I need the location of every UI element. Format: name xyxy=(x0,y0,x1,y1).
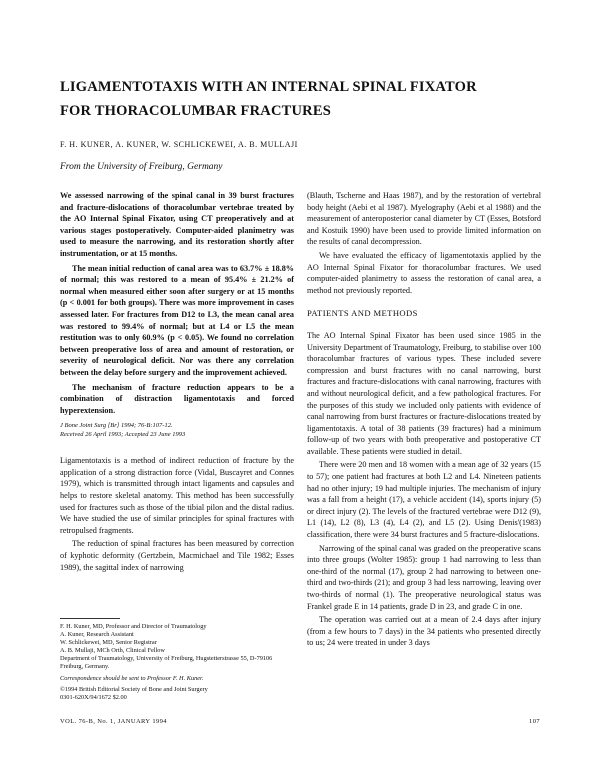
introduction xyxy=(60,455,294,573)
page-footer xyxy=(60,718,540,725)
right-column xyxy=(307,190,541,651)
body-paragraph: Narrowing of the spinal canal was graded on the preoperative scans into three groups (Wolter 1985): group 1 had narrowing to less than one-third of the normal (17), group 2 had narrowing to between one-third and two-thirds (21); and group 3 had less narrowing, leaving over two-thirds of normal (1). The preoperative neurological status was Frankel grade E in 14 patients, grade D in 23, and grade C in one. xyxy=(307,543,541,611)
author-detail: F. H. Kuner, MD, Professor and Director of Traumatology xyxy=(60,623,207,630)
footnote-rule xyxy=(60,618,120,619)
citation-reference: J Bone Joint Surg [Br] 1994; 76-B:107-12. xyxy=(60,422,173,430)
abstract-paragraph: The mechanism of fracture reduction appears to be a combination of distraction ligamentotaxis and forced hyperextension. xyxy=(60,382,294,415)
left-column xyxy=(60,190,294,575)
article-title xyxy=(60,75,540,123)
copyright-line: ©1994 British Editorial Society of Bone and Joint Surgery xyxy=(60,685,208,693)
title-line-2: FOR THORACOLUMBAR FRACTURES xyxy=(60,103,331,119)
abstract-paragraph: The mean initial reduction of canal area was to 63.7% ± 18.8% of normal; this was restored to a mean of 95.4% ± 21.2% of normal when measured either soon after surgery or at 15 months (p < 0.001 for both groups). There was more improvement in cases assessed later. For fractures from D12 to L3, the mean canal area was restored to 99.4% of normal; but at L4 or L5 the mean restitution was to only 60.9% (p < 0.05). We found no correlation between preoperative loss of area and amount of restoration, or severity of neurological deficit. Nor was there any correlation between the delay before surgery and the improvement achieved. xyxy=(60,263,294,377)
journal-volume: VOL. 76-B, No. 1, JANUARY 1994 xyxy=(60,718,167,725)
methods-section xyxy=(307,330,541,649)
body-paragraph: The reduction of spinal fractures has been measured by correction of kyphotic deformity (Gertzbein, Macmichael and Tile 1982; Esses 1989), the sagittal index of narrowing xyxy=(60,539,294,572)
author-detail: A. B. Mullaji, MCh Orth, Clinical Fellow xyxy=(60,647,165,655)
body-paragraph: We have evaluated the efficacy of ligamentotaxis applied by the AO Internal Spinal Fixator for thoracolumbar fractures. We used computer-aided planimetry to assess the restoration of canal area, a method not previously reported. xyxy=(307,250,541,295)
abstract xyxy=(60,190,294,416)
body-paragraph: There were 20 men and 18 women with a mean age of 32 years (15 to 57); one patient had fractures at both L2 and L4. Nineteen patients had no other injury; 19 had multiple injuries. The mechanism of injury was a fall from a height (17), a vehicle accident (14), sports injury (5) or direct injury (2). The levels of the fractured vertebrae were D12 (9), L1 (14), L2 (8), L3 (4), L4 (2), and L5 (2). Using Denis'(1983) classification, there were 34 burst fractures and 5 fracture-dislocations. xyxy=(307,460,541,540)
author-detail: Department of Traumatology, University of Freiburg, Hugstetterstrasse 55, D-79106 Freiburg, Germany. xyxy=(60,655,273,671)
copyright xyxy=(60,686,294,702)
author-details xyxy=(60,623,294,672)
citation-dates: Received 26 April 1993; Accepted 23 June 1993 xyxy=(60,430,186,438)
body-paragraph: Ligamentotaxis is a method of indirect reduction of fracture by the application of a strong distraction force (Vidal, Buscayret and Connes 1979), which is transmitted through intact ligaments and capsules and helps to restore skeletal anatomy. This method has been successfully used for fractures such as those of the tibial pilon and the distal radius. We have studied the use of similar principles for spinal fractures with retropulsed fragments. xyxy=(60,456,294,535)
section-heading: PATIENTS AND METHODS xyxy=(307,308,418,319)
author-detail: W. Schlickewei, MD, Senior Registrar xyxy=(60,639,157,647)
footnotes xyxy=(60,618,294,705)
page-number: 107 xyxy=(529,718,540,725)
abstract-paragraph: We assessed narrowing of the spinal canal in 39 burst fractures and fracture-dislocations of thoracolumbar vertebrae treated by the AO Internal Spinal Fixator, using CT preoperatively and at various stages postoperatively. Computer-aided planimetry was used to measure the narrowing, and its restoration shortly after instrumentation, or at 15 months. xyxy=(60,191,294,258)
title-line-1: LIGAMENTOTAXIS WITH AN INTERNAL SPINAL FIXATOR xyxy=(60,79,477,95)
copyright-code: 0301-620X/94/1672 $2.00 xyxy=(60,693,127,701)
correspondence-note: Correspondence should be sent to Professor F. H. Kuner. xyxy=(60,674,204,682)
author-list: F. H. KUNER, A. KUNER, W. SCHLICKEWEI, A. B. MULLAJI xyxy=(60,140,298,149)
body-paragraph: The operation was carried out at a mean of 2.4 days after injury (from a few hours to 7 days) in the 34 patients who presented directly to us; 24 were treated in under 3 days xyxy=(307,615,541,648)
author-detail: A. Kuner, Research Assistant xyxy=(60,631,134,639)
body-paragraph: The AO Internal Spinal Fixator has been used since 1985 in the University Department of Traumatology, Freiburg, to stabilise over 100 thoracolumbar fractures of various types. These included severe compression and burst fractures with no canal narrowing, burst fractures and fracture-dislocations with canal narrowing, fractures with and without neurological deficit, and a few pathological fractures. For the purposes of this study we included only patients with evidence of canal narrowing from burst fractures or fracture-dislocations treated by ligamentotaxis. A total of 38 patients (39 fractures) had a minimum follow-up of two years with both preoperative and postoperative CT available. These patients were studied in detail. xyxy=(307,330,541,456)
journal-citation xyxy=(60,422,294,439)
body-paragraph: (Blauth, Tscherne and Haas 1987), and by the restoration of vertebral body height (Aebi et al 1987). Myelography (Aebi et al 1988) and the measurement of anteroposterior canal diameter by CT (Esses, Botsford and Kostuik 1990) have been used to provide limited information on the results of canal decompression. xyxy=(307,191,541,247)
intro-continued xyxy=(307,190,541,296)
affiliation: From the University of Freiburg, Germany xyxy=(60,162,223,172)
